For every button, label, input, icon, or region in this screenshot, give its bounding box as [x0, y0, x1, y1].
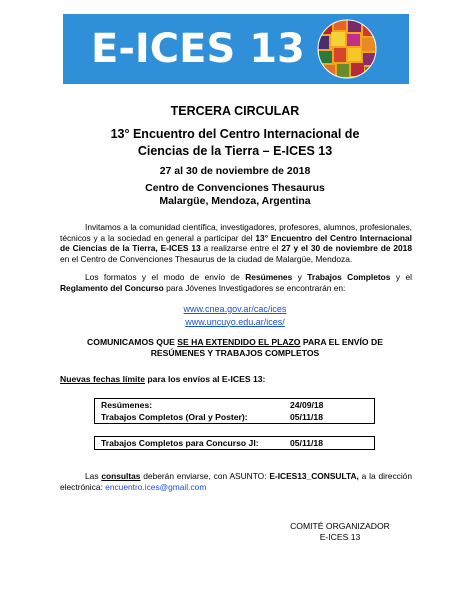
- venue-line-2: Malargüe, Mendoza, Argentina: [159, 195, 311, 207]
- contact-paragraph: [60, 471, 412, 492]
- event-venue: [40, 182, 430, 208]
- globe-logo-icon: [316, 18, 378, 80]
- contact-text: Las: [85, 471, 102, 481]
- contact-consultas: consultas: [101, 471, 141, 481]
- deadlines-intro: [60, 374, 265, 384]
- header-banner: [63, 14, 409, 84]
- intro-dates: 27 y el 30 de noviembre de 2018: [281, 243, 412, 254]
- announce-text: COMUNICAMOS QUE: [87, 337, 178, 347]
- formats-paragraph: [60, 272, 412, 293]
- signature-line-2: E-ICES 13: [319, 532, 361, 542]
- deadline-date: 24/09/18: [290, 400, 324, 410]
- event-dates: 27 al 30 de noviembre de 2018: [159, 165, 311, 177]
- link-cnea[interactable]: www.cnea.gov.ar/cac/ices: [183, 304, 287, 314]
- table-row: [95, 437, 375, 450]
- formats-text: para Jóvenes Investigadores se encontrarán en:: [163, 282, 346, 293]
- deadline-label: Resúmenes:: [101, 400, 153, 410]
- formats-text: y el: [390, 272, 412, 282]
- deadline-date: 05/11/18: [290, 412, 323, 422]
- deadlines-intro-underlined: Nuevas fechas límite: [60, 374, 146, 384]
- announce-line-2: RESÚMENES Y TRABAJOS COMPLETOS: [150, 348, 320, 358]
- contact-text: a la dirección electrónica:: [60, 471, 412, 492]
- contest-deadline-table: [94, 436, 375, 450]
- links-block: [40, 303, 430, 328]
- table-row: [95, 411, 375, 424]
- announce-text: PARA EL ENVÍO DE: [300, 337, 383, 347]
- formats-text: Los formatos y el modo de envío de: [85, 272, 246, 282]
- deadlines-table: [94, 398, 375, 424]
- deadlines-intro-text: para los envíos al E-ICES 13:: [145, 374, 266, 384]
- announce-extended: SE HA EXTENDIDO EL PLAZO: [177, 337, 301, 347]
- contact-subject: E-ICES13_CONSULTA,: [269, 471, 359, 481]
- circular-heading: TERCERA CIRCULAR: [170, 104, 300, 118]
- formats-text: y: [292, 272, 308, 282]
- contact-email-link[interactable]: encuentro.ices@gmail.com: [105, 481, 207, 492]
- banner-title: E-ICES 13: [91, 26, 305, 72]
- contest-deadline-date: 05/11/18: [290, 438, 323, 448]
- event-title: [40, 126, 430, 160]
- contest-deadline-label: Trabajos Completos para Concurso JI:: [101, 438, 259, 448]
- intro-text: a realizarse entre el: [200, 243, 282, 254]
- venue-line-1: Centro de Convenciones Thesaurus: [145, 182, 325, 194]
- intro-text: Invitamos a la comunidad científica, investigadores, profesores, alumnos, profesionales, técnicos y a la sociedad en general a participar del: [60, 222, 412, 243]
- signature-line-1: COMITÉ ORGANIZADOR: [290, 521, 390, 531]
- intro-text: en el Centro de Convenciones Thesaurus de la ciudad de Malargüe, Mendoza.: [60, 253, 353, 264]
- formats-trabajos: Trabajos Completos: [307, 272, 391, 282]
- intro-paragraph: [60, 222, 412, 264]
- event-title-line-2: Ciencias de la Tierra – E-ICES 13: [137, 144, 333, 158]
- event-title-line-1: 13° Encuentro del Centro Internacional de: [110, 127, 360, 141]
- deadline-label: Trabajos Completos (Oral y Poster):: [101, 412, 248, 422]
- contact-text: deberán enviarse, con ASUNTO:: [140, 471, 270, 481]
- formats-resumenes: Resúmenes: [245, 272, 293, 282]
- signature: [290, 521, 390, 543]
- extension-announcement: [40, 337, 430, 359]
- formats-reglamento: Reglamento del Concurso: [60, 282, 164, 293]
- link-uncuyo[interactable]: www.uncuyo.edu.ar/ices/: [185, 316, 285, 327]
- table-row: [95, 399, 375, 412]
- intro-event-name: 13° Encuentro del Centro Internacional de Ciencias de la Tierra, E-ICES 13: [60, 232, 412, 254]
